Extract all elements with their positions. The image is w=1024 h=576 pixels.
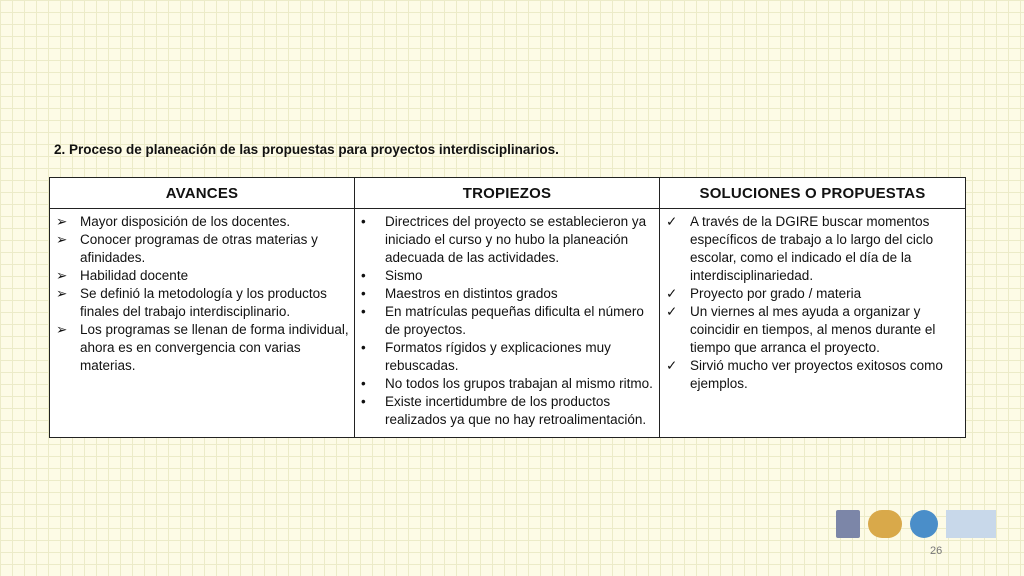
list-item <box>664 303 961 357</box>
bullet-icon: • <box>361 304 366 319</box>
list-item <box>359 339 655 375</box>
bullet-icon: ✓ <box>666 286 678 301</box>
list-item <box>54 321 350 375</box>
bullet-icon: • <box>361 376 366 391</box>
bullet-icon: ➢ <box>56 214 68 229</box>
list-item-text: Se definió la metodología y los productos finales del trabajo interdisciplinario. <box>80 286 327 319</box>
unam-logo <box>836 510 860 538</box>
bullet-icon: • <box>361 286 366 301</box>
list-item <box>359 285 655 303</box>
slide-title: 2. Proceso de planeación de las propuestas para proyectos interdisciplinarios. <box>54 142 559 157</box>
list-item-text: Habilidad docente <box>80 268 189 283</box>
list-item-text: Mayor disposición de los docentes. <box>80 214 291 229</box>
list-item-text: Proyecto por grado / materia <box>690 286 862 301</box>
list-item <box>664 213 961 285</box>
soluciones-cell <box>660 209 966 438</box>
avances-list <box>54 213 350 375</box>
list-item-text: Sismo <box>385 268 423 283</box>
list-item-text: Sirvió mucho ver proyectos exitosos como ejemplos. <box>690 358 943 391</box>
bullet-icon: ➢ <box>56 286 68 301</box>
list-item <box>359 303 655 339</box>
list-item <box>54 267 350 285</box>
50-anniversary-logo <box>868 510 902 538</box>
list-item-text: Conocer programas de otras materias y afinidades. <box>80 232 318 265</box>
list-item <box>54 213 350 231</box>
bullet-icon: ➢ <box>56 268 68 283</box>
header-avances: AVANCES <box>50 178 355 209</box>
table-header-row <box>50 178 966 209</box>
header-tropiezos: TROPIEZOS <box>355 178 660 209</box>
list-item <box>359 393 655 429</box>
avances-cell <box>50 209 355 438</box>
wm-logo <box>946 510 996 538</box>
header-soluciones: SOLUCIONES O PROPUESTAS <box>660 178 966 209</box>
footer-logos <box>836 508 996 540</box>
bullet-icon: ✓ <box>666 304 678 319</box>
bullet-icon: • <box>361 394 366 409</box>
list-item <box>359 267 655 285</box>
soluciones-list <box>664 213 961 393</box>
list-item <box>664 357 961 393</box>
list-item-text: Un viernes al mes ayuda a organizar y coincidir en tiempos, al menos durante el tiempo que arranca el proyecto. <box>690 304 936 355</box>
bullet-icon: ✓ <box>666 214 678 229</box>
bullet-icon: • <box>361 214 366 229</box>
tropiezos-cell <box>355 209 660 438</box>
tropiezos-list <box>359 213 655 429</box>
list-item-text: En matrículas pequeñas dificulta el número de proyectos. <box>385 304 644 337</box>
list-item-text: No todos los grupos trabajan al mismo ritmo. <box>385 376 653 391</box>
list-item-text: A través de la DGIRE buscar momentos específicos de trabajo a lo largo del ciclo escolar, como el indicado el día de la interdisciplinariedad. <box>690 214 934 283</box>
planning-table <box>49 177 966 438</box>
si-logo <box>910 510 938 538</box>
table-row <box>50 209 966 438</box>
list-item <box>54 231 350 267</box>
bullet-icon: • <box>361 268 366 283</box>
list-item <box>664 285 961 303</box>
page-number: 26 <box>930 545 943 557</box>
list-item-text: Directrices del proyecto se establecieron ya iniciado el curso y no hubo la planeación adecuada de las actividades. <box>385 214 647 265</box>
bullet-icon: ➢ <box>56 232 68 247</box>
list-item-text: Los programas se llenan de forma individual, ahora es en convergencia con varias materias. <box>80 322 349 373</box>
bullet-icon: • <box>361 340 366 355</box>
list-item <box>359 213 655 267</box>
list-item-text: Existe incertidumbre de los productos realizados ya que no hay retroalimentación. <box>385 394 647 427</box>
bullet-icon: ✓ <box>666 358 678 373</box>
bullet-icon: ➢ <box>56 322 68 337</box>
list-item <box>359 375 655 393</box>
list-item-text: Maestros en distintos grados <box>385 286 558 301</box>
list-item-text: Formatos rígidos y explicaciones muy rebuscadas. <box>385 340 611 373</box>
list-item <box>54 285 350 321</box>
